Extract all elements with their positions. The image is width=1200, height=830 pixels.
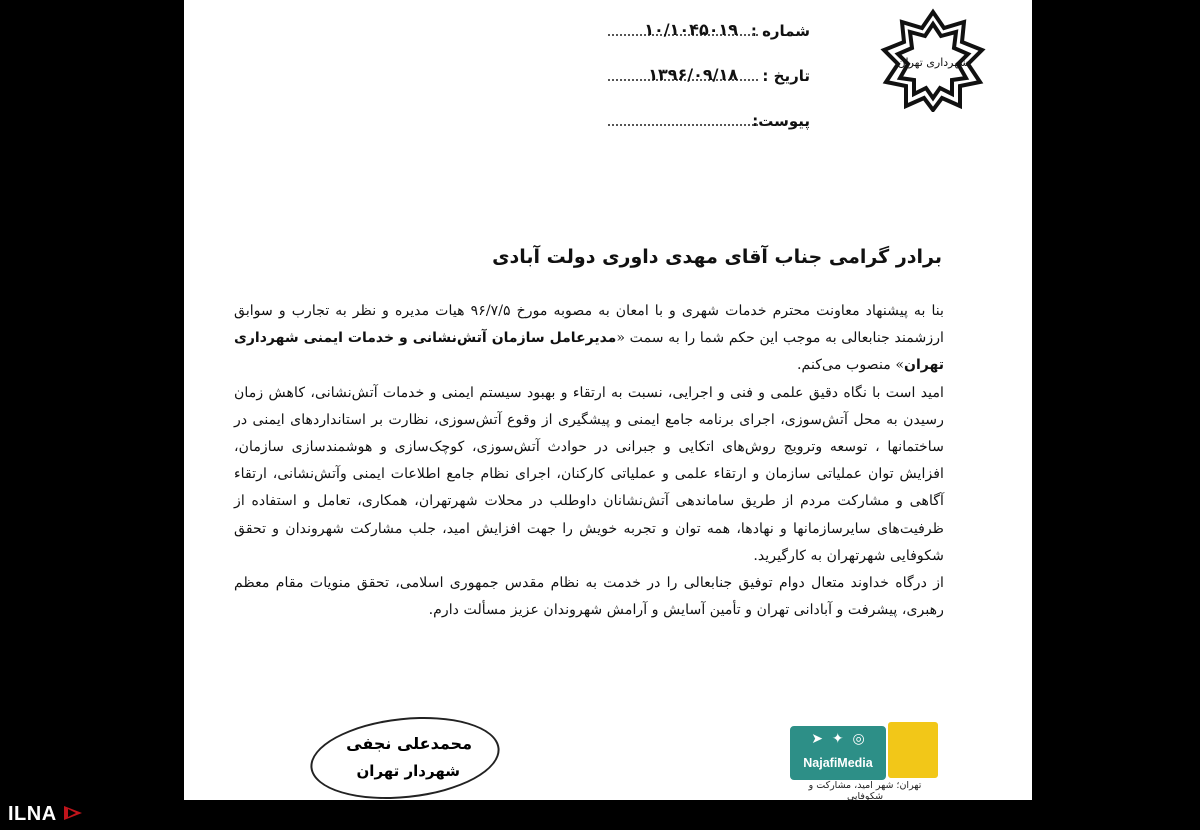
signer-title: شهردار تهران — [356, 762, 460, 780]
letter-attachment-label: پیوست: — [752, 112, 810, 130]
letter-body — [234, 298, 944, 624]
instagram-icon: ◎ — [852, 731, 865, 747]
signature-ellipse — [306, 708, 503, 800]
paragraph-expectations: امید است با نگاه دقیق علمی و فنی و اجرایی، نسبت به ارتقاء و بهبود سیستم ایمنی و خدمات آتش‌نشانی، کاهش زمان رسیدن به محل آتش‌سوزی، اجرای برنامه جامع ایمنی و پیشگیری از وقوع آتش‌سوزی، نظارت بر استانداردهای ایمنی در ساختمانها ، توسعه وترویج روش‌های اتکایی و جبرانی در حوادث آتش‌سوزی، کوچک‌سازی و هوشمندسازی سازمان، افزایش توان عملیاتی سازمان و ارتقاء علمی و عملیاتی کارکنان، اجرای نظام جامع اطلاعات ایمنی وآتش‌نشانی، ارتقاء آگاهی و مشارکت مردم از طریق ساماندهی آتش‌نشانان داوطلب در محلات شهرتهران، همکاری، تعامل و استفاده از ظرفیت‌های سایرسازمانها و نهادها، همه توان و تجربه خویش را جهت افزایش امید، جلب مشارکت شهروندان و تحقق شکوفایی شهرتهران به کارگیرید. — [234, 384, 944, 564]
footer-bar — [0, 800, 1200, 830]
letter-number-value: ۱۰/۱۰۴۵۰۱۹ — [644, 20, 738, 39]
svg-text:شهرداری تهران: شهرداری تهران — [897, 56, 969, 69]
letter-date-value: ۱۳۹۶/۰۹/۱۸ — [648, 65, 738, 84]
agency-logo — [8, 803, 84, 826]
salutation: برادر گرامی جناب آقای مهدی داوری دولت آبادی — [492, 246, 942, 268]
paragraph-appointment-intro: بنا به پیشنهاد معاونت محترم خدمات شهری و با امعان به مصوبه مورخ ۹۶/۷/۵ هیات مدیره و نظر به تجارب و سوابق ارزشمند جنابعالی به موجب این حکم شما را به سمت « — [234, 303, 944, 347]
media-handle: NajafiMedia — [803, 756, 873, 770]
play-icon — [62, 804, 84, 822]
signer-name: محمدعلی نجفی — [346, 734, 472, 753]
agency-name: ILNA — [8, 803, 56, 825]
signature-stamp — [310, 718, 510, 800]
send-icon: ➤ — [811, 731, 823, 747]
paragraph-appointment — [234, 298, 944, 380]
letter-attachment-row — [570, 112, 810, 134]
najafi-mark — [888, 722, 938, 778]
letter-number-label: شماره : — [750, 22, 810, 40]
social-box — [790, 726, 886, 780]
letter-page — [184, 0, 1032, 800]
letter-date-row — [570, 67, 810, 89]
tehran-municipality-logo — [878, 8, 988, 112]
letter-attachment-dots — [608, 124, 758, 126]
twitter-icon: ✦ — [831, 731, 844, 747]
paragraph-appointment-end: » منصوب می‌کنم. — [797, 357, 905, 374]
letter-date-label: تاریخ : — [762, 67, 810, 85]
letter-number-row — [570, 22, 810, 44]
najafi-media-badge — [790, 722, 940, 798]
social-icons — [792, 731, 884, 747]
paragraph-closing: از درگاه خداوند متعال دوام توفیق جنابعالی را در خدمت به نظام مقدس جمهوری اسلامی، تحقق منویات مقام معظم رهبری، پیشرفت و آبادانی تهران و تأمین آسایش و آرامش شهروندان عزیز مسألت دارم. — [234, 575, 944, 619]
najafi-caption: تهران؛ شهر امید، مشارکت و شکوفایی — [808, 780, 922, 800]
position-title: مدیرعامل سازمان آتش‌نشانی و خدمات ایمنی شهرداری تهران — [234, 330, 944, 374]
